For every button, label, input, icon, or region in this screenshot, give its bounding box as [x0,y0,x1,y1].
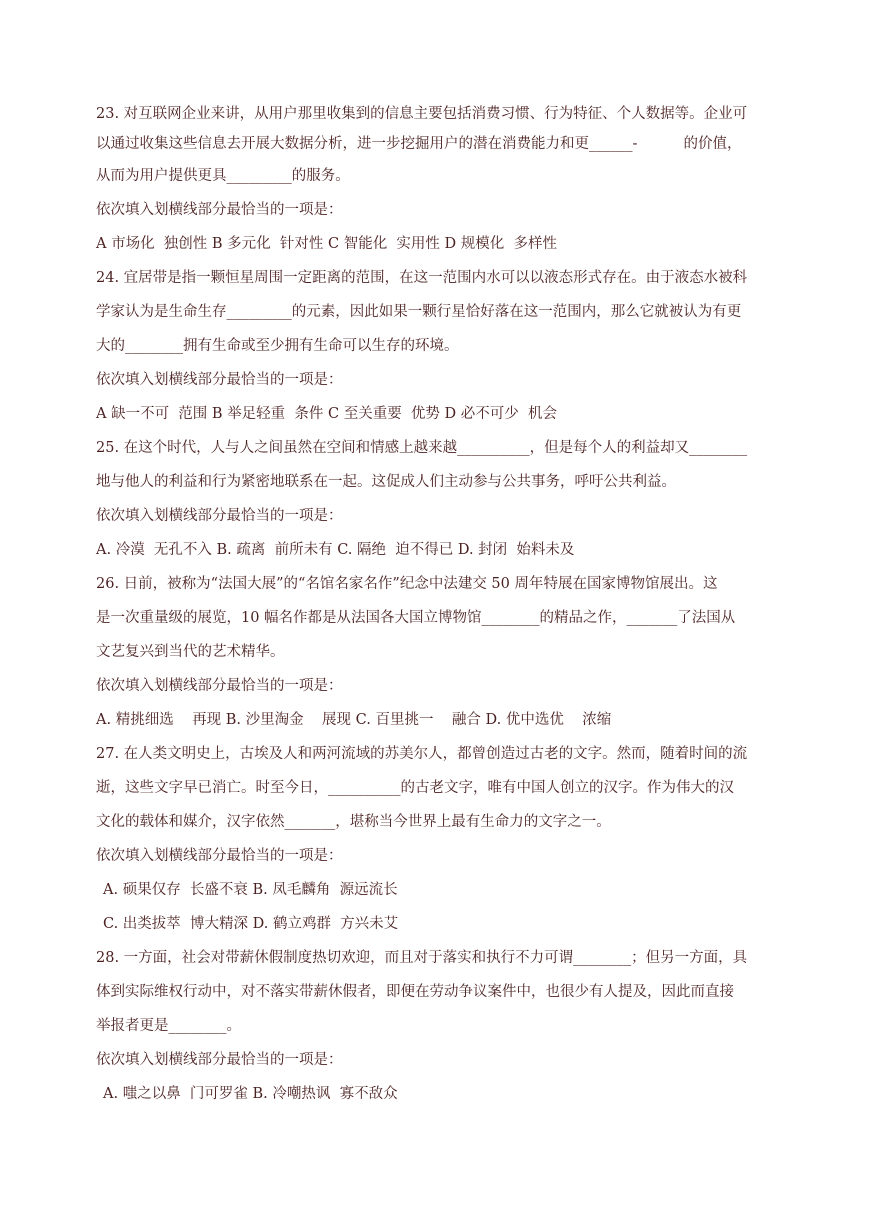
q26-options: A. 精挑细选 再现 B. 沙里淘金 展现 C. 百里挑一 融合 D. 优中选优 浓缩 [96,712,612,728]
q25-stem-line-2: 地与他人的利益和行为紧密地联系在一起。这促成人们主动参与公共事务，呼吁公共利益。 [96,474,676,490]
q26-stem-line-1: 26. 日前，被称为“法国大展”的“名馆名家名作”纪念中法建交 50 周年特展在国家博物馆展出。这 [96,576,718,592]
q25-options: A. 冷漠 无孔不入 B. 疏离 前所未有 C. 隔绝 迫不得已 D. 封闭 始料未及 [96,542,575,558]
q26-stem-line-3: 文艺复兴到当代的艺术精华。 [96,644,285,660]
q27-stem-line-1: 27. 在人类文明史上，古埃及人和两河流域的苏美尔人，都曾创造过古老的文字。然而，随着时间的流 [96,746,748,762]
q23-stem-line-3: 从而为用户提供更具_________的服务。 [96,168,350,184]
q24-stem-line-3: 大的________拥有生命或至少拥有生命可以生存的环境。 [96,338,459,354]
q23-options: A 市场化 独创性 B 多元化 针对性 C 智能化 实用性 D 规模化 多样性 [96,236,557,252]
q23-stem-line-1: 23. 对互联网企业来讲，从用户那里收集到的信息主要包括消费习惯、行为特征、个人数据等。企业可 [96,106,748,122]
q28-stem-line-2: 体到实际维权行动中，对不落实带薪休假者，即便在劳动争议案件中，也很少有人提及，因此而直接 [96,984,734,1000]
q25-instruction: 依次填入划横线部分最恰当的一项是： [96,508,343,524]
q27-instruction: 依次填入划横线部分最恰当的一项是： [96,848,343,864]
q24-instruction: 依次填入划横线部分最恰当的一项是： [96,372,343,388]
q28-stem-line-1: 28. 一方面，社会对带薪休假制度热切欢迎，而且对于落实和执行不力可谓________；但另一方面，具 [96,950,748,966]
q25-stem-line-1: 25. 在这个时代，人与人之间虽然在空间和情感上越来越__________，但是每个人的利益却又________ [96,440,748,456]
q27-stem-line-2: 逝，这些文字早已消亡。时至今日，__________的古老文字，唯有中国人创立的汉字。作为伟大的汉 [96,780,734,796]
q28-instruction: 依次填入划横线部分最恰当的一项是： [96,1052,343,1068]
q28-options-line-1: A. 嗤之以鼻 门可罗雀 B. 冷嘲热讽 寡不敌众 [103,1086,398,1102]
q24-stem-line-2: 学家认为是生命生存_________的元素，因此如果一颗行星恰好落在这一范围内，那么它就被认为有更 [96,304,742,320]
q26-stem-line-2: 是一次重量级的展览，10 幅名作都是从法国各大国立博物馆________的精品之作，_______了法国从 [96,610,736,626]
q23-instruction: 依次填入划横线部分最恰当的一项是： [96,202,343,218]
q24-stem-line-1: 24. 宜居带是指一颗恒星周围一定距离的范围，在这一范围内水可以以液态形式存在。由于液态水被科 [96,270,748,286]
q28-stem-line-3: 举报者更是________。 [96,1018,241,1034]
q27-options-line-2: C. 出类拔萃 博大精深 D. 鹤立鸡群 方兴未艾 [103,916,399,932]
q24-options: A 缺一不可 范围 B 举足轻重 条件 C 至关重要 优势 D 必不可少 机会 [96,406,557,422]
q27-stem-line-3: 文化的载体和媒介，汉字依然_______，堪称当今世界上最有生命力的文字之一。 [96,814,611,830]
q27-options-line-1: A. 硕果仅存 长盛不衰 B. 凤毛麟角 源远流长 [103,882,398,898]
q23-stem-line-2: 以通过收集这些信息去开展大数据分析，进一步挖掘用户的潜在消费能力和更______- 的价值， [96,136,742,152]
q26-instruction: 依次填入划横线部分最恰当的一项是： [96,678,343,694]
